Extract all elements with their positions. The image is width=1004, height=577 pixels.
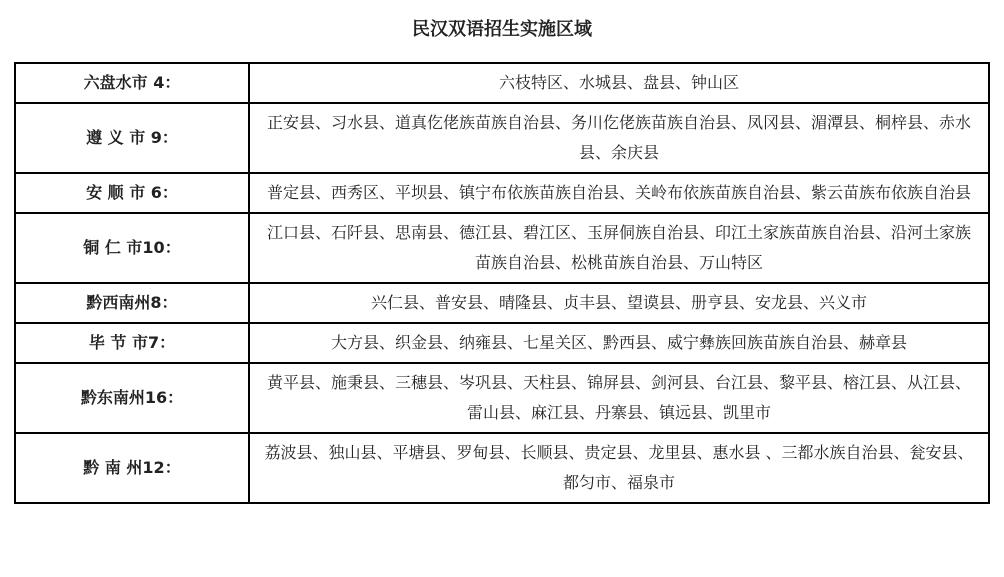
counties-cell: 荔波县、独山县、平塘县、罗甸县、长顺县、贵定县、龙里县、惠水县 、三都水族自治县、瓮安县、都匀市、福泉市: [249, 433, 989, 503]
city-cell: 铜 仁 市10：: [15, 213, 249, 283]
city-cell: 六盘水市 4：: [15, 63, 249, 103]
city-cell: 安 顺 市 6：: [15, 173, 249, 213]
table-row: [15, 283, 989, 323]
city-cell: 遵 义 市 9：: [15, 103, 249, 173]
table-row: [15, 213, 989, 283]
counties-cell: 六枝特区、水城县、盘县、钟山区: [249, 63, 989, 103]
table-row: [15, 63, 989, 103]
table-row: [15, 433, 989, 503]
region-table: [14, 62, 990, 504]
counties-cell: 正安县、习水县、道真仡佬族苗族自治县、务川仡佬族苗族自治县、凤冈县、湄潭县、桐梓县、赤水县、余庆县: [249, 103, 989, 173]
counties-cell: 大方县、织金县、纳雍县、七星关区、黔西县、威宁彝族回族苗族自治县、赫章县: [249, 323, 989, 363]
city-cell: 毕 节 市7：: [15, 323, 249, 363]
table-row: [15, 363, 989, 433]
city-cell: 黔东南州16：: [15, 363, 249, 433]
counties-cell: 普定县、西秀区、平坝县、镇宁布依族苗族自治县、关岭布依族苗族自治县、紫云苗族布依族自治县: [249, 173, 989, 213]
counties-cell: 黄平县、施秉县、三穗县、岑巩县、天柱县、锦屏县、剑河县、台江县、黎平县、榕江县、从江县、雷山县、麻江县、丹寨县、镇远县、凯里市: [249, 363, 989, 433]
counties-cell: 江口县、石阡县、思南县、德江县、碧江区、玉屏侗族自治县、印江土家族苗族自治县、沿河土家族苗族自治县、松桃苗族自治县、万山特区: [249, 213, 989, 283]
city-cell: 黔西南州8：: [15, 283, 249, 323]
city-cell: 黔 南 州12：: [15, 433, 249, 503]
counties-cell: 兴仁县、普安县、晴隆县、贞丰县、望谟县、册亨县、安龙县、兴义市: [249, 283, 989, 323]
table-row: [15, 323, 989, 363]
table-row: [15, 103, 989, 173]
table-row: [15, 173, 989, 213]
page-title: 民汉双语招生实施区域: [412, 19, 592, 40]
